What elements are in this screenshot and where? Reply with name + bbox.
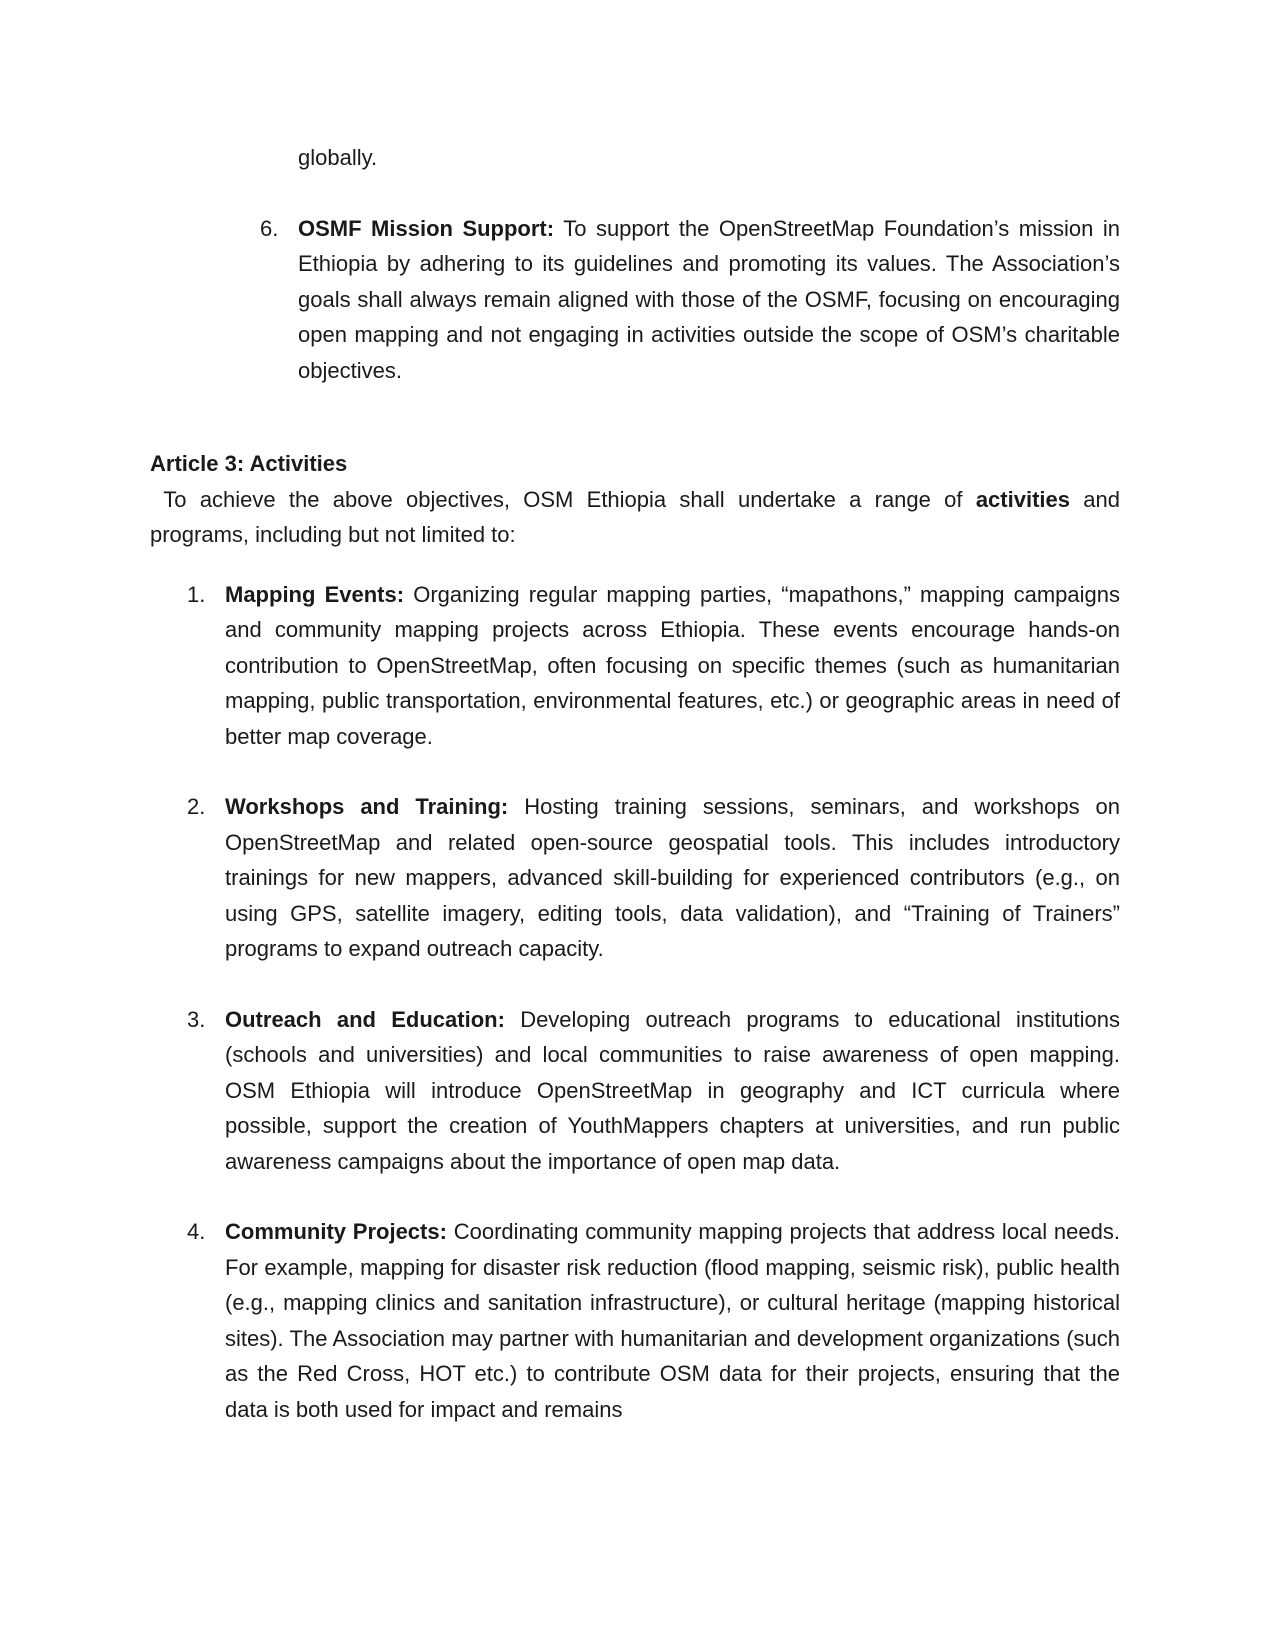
activity-item-mapping-events: [150, 577, 1120, 755]
continuation-text-value: globally.: [298, 145, 378, 170]
intro-text-after: and programs, including but not limited to:: [150, 486, 1120, 547]
activity-number: 1.: [187, 581, 206, 607]
activity-item-workshops-training: [150, 789, 1120, 967]
activity-text: Developing outreach programs to educational institutions (schools and universities) and local communities to raise awareness of open mapping. OSM Ethiopia will introduce OpenStreetMap in geography and ICT curricula where possible, support the creation of YouthMappers chapters at universities, and run public awareness campaigns about the importance of open map data.: [225, 1006, 1120, 1174]
objective-title: OSMF Mission Support:: [298, 215, 555, 241]
activities-list: [150, 577, 1120, 1428]
article-3-intro: [150, 482, 1120, 553]
article-3-heading: Article 3: Activities: [150, 451, 348, 476]
continuation-text: [150, 140, 1120, 176]
intro-bold-word: activities: [975, 486, 1070, 512]
activity-title: Workshops and Training:: [225, 794, 509, 819]
activity-text: Organizing regular mapping parties, “mapathons,” mapping campaigns and community mapping projects across Ethiopia. These events encourage hands-on contribution to OpenStreetMap, often focusing on specific themes (such as humanitarian mapping, public transportation, environmental features, etc.) or geographic areas in need of better map coverage.: [225, 581, 1120, 749]
activity-item-community-projects: [150, 1214, 1120, 1427]
activity-title: Outreach and Education:: [225, 1006, 505, 1032]
activity-text: Hosting training sessions, seminars, and workshops on OpenStreetMap and related open-source geospatial tools. This includes introductory trainings for new mappers, advanced skill-building for experienced contributors (e.g., on using GPS, satellite imagery, editing tools, data validation), and “Training of Trainers” programs to expand outreach capacity.: [225, 794, 1120, 961]
objective-number: 6.: [260, 215, 279, 241]
activity-number: 3.: [187, 1006, 206, 1032]
activity-number: 4.: [187, 1219, 206, 1244]
activity-text: Coordinating community mapping projects that address local needs. For example, mapping for disaster risk reduction (flood mapping, seismic risk), public health (e.g., mapping clinics and sanitation infrastructure), or cultural heritage (mapping historical sites). The Association may partner with humanitarian and development organizations (such as the Red Cross, HOT etc.) to contribute OSM data for their projects, ensuring that the data is both used for impact and remains: [225, 1219, 1120, 1422]
objective-item-6: [150, 211, 1120, 389]
activity-number: 2.: [187, 794, 206, 819]
intro-text-before: To achieve the above objectives, OSM Ethiopia shall undertake a range of: [163, 486, 963, 512]
activity-title: Community Projects:: [225, 1219, 447, 1244]
page-content: [150, 140, 1120, 1462]
activity-title: Mapping Events:: [225, 581, 405, 607]
objective-text: To support the OpenStreetMap Foundation’s mission in Ethiopia by adhering to its guidelines and promoting its values. The Association’s goals shall always remain aligned with those of the OSMF, focusing on encouraging open mapping and not engaging in activities outside the scope of OSM’s charitable objectives.: [298, 215, 1120, 383]
activity-item-outreach-education: [150, 1002, 1120, 1180]
